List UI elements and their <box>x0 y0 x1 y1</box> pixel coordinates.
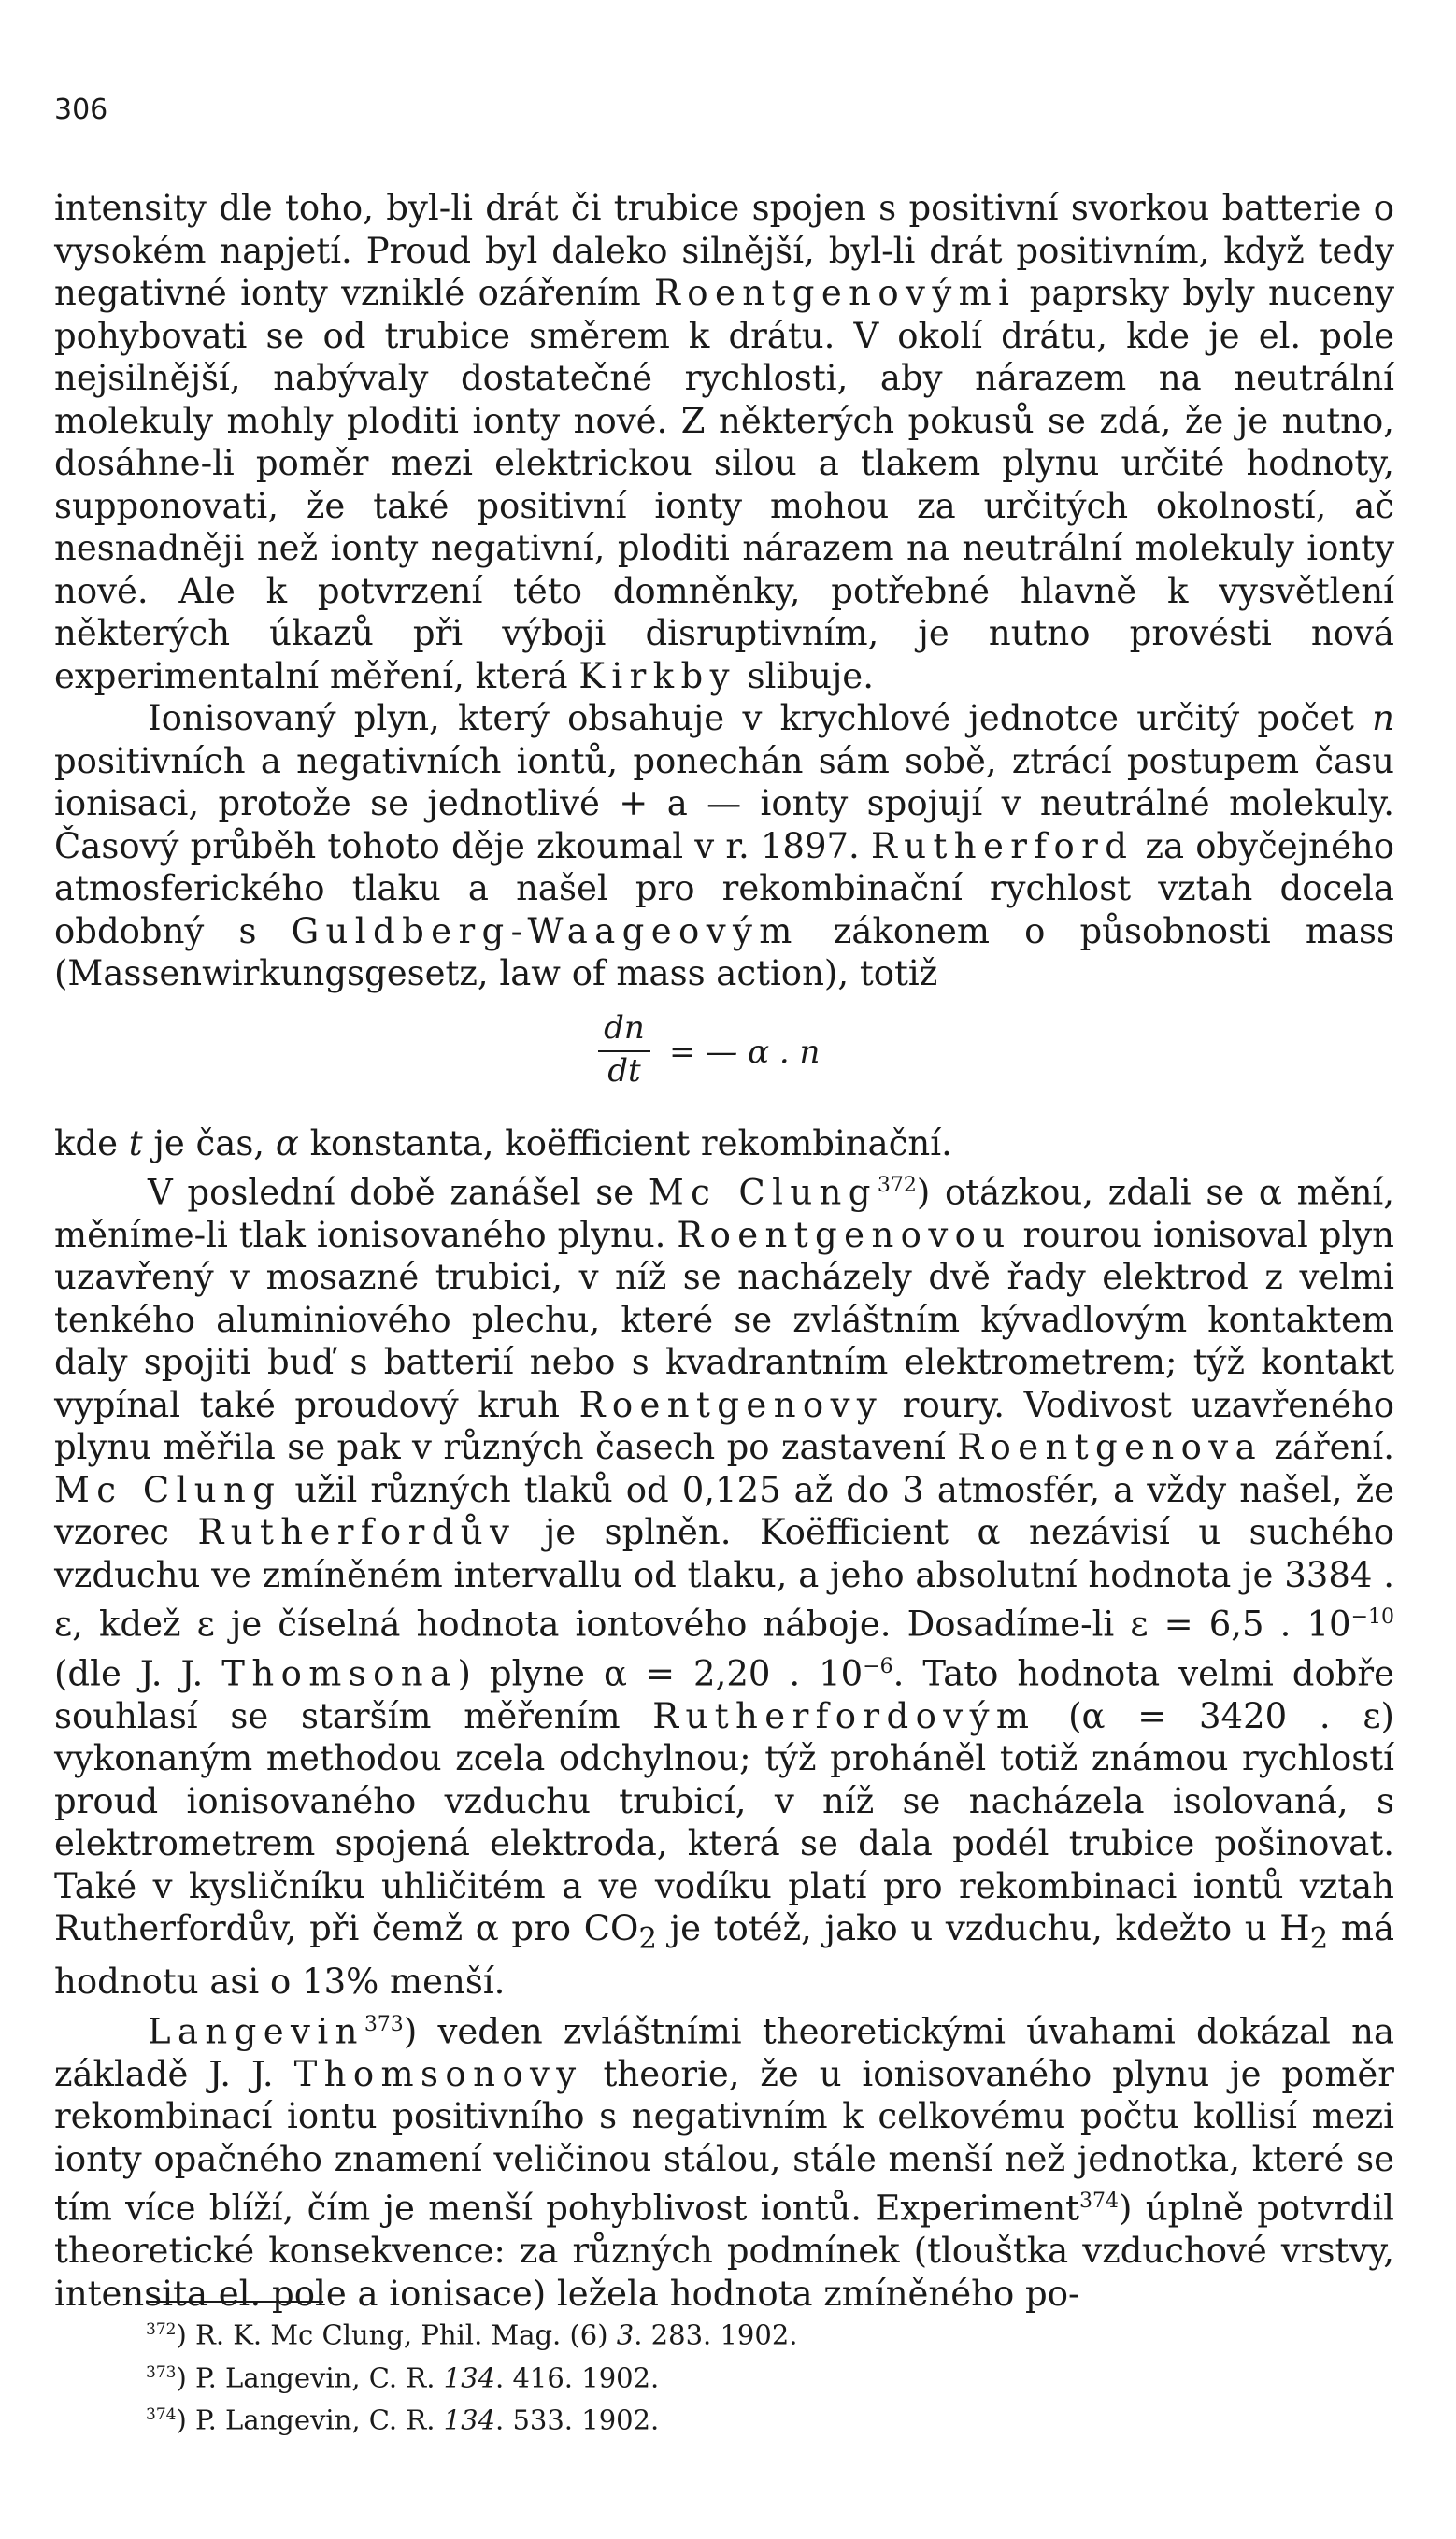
footnote-rule <box>146 2301 323 2303</box>
paragraph-5: Langevin$^{373}$) veden zvláštními theoretickými úvahami dokázal na základě J. J. Thomsonovy theorie, že u ionisovaného plynu je poměr rekombinací iontu positivního s negativním k celkovému počtu kollisí mezi ionty opačného znamení veličinou stálou, stále menší než jednotka, které se tím více blíží, čím je menší pohyblivost iontů. Experiment$^{374}$) úplně potvrdil theoretické konsekvence: za různých podmínek (tlouštka vzduchové vrstvy, intensita el. pole a ionisace) ležela hodnota zmíněného po- <box>54 2011 1394 2314</box>
page-number: 306 <box>54 93 108 126</box>
paragraph-4: V poslední době zanášel se Mc Clung$^{372}$) otázkou, zdali se α mění, měníme-li tlak ionisovaného plynu. Roentgenovou rourou ionisoval plyn uzavřený v mosazné trubici, v níž se nacházely dvě řady elektrod z velmi tenkého aluminiového plechu, které se zvláštním kývadlovým kontaktem daly spojiti buď s batterií nebo s kvadrantním elektrometrem; týž kontakt vypínal také proudový kruh Roentgenovy roury. Vodivost uzavřeného plynu měřila se pak v různých časech po zastavení Roentgenova záření. Mc Clung užil různých tlaků od 0,125 až do 3 atmosfér, a vždy našel, že vzorec Rutherfordův je splněn. Koëfficient α nezávisí u suchého vzduchu ve zmíněném intervallu od tlaku, a jeho absolutní hodnota je 3384 . ε, kdež ε je číselná hodnota iontového náboje. Dosadíme-li ε = 6,5 . $10^{-10}$ (dle J. J. Thomsona) plyne α = 2,20 . $10^{-6}$. Tato hodnota velmi dobře souhlasí se starším měřením Rutherfordovým (α = 3420 . ε) vykonaným methodou zcela odchylnou; týž proháněl totiž známou rychlostí proud ionisovaného vzduchu trubicí, v níž se nacházela isolovaná, s elektrometrem spojená elektroda, která se dala podél trubice pošinovat. Také v kysličníku uhličitém a ve vodíku platí pro rekombinaci iontů vztah Rutherfordův, při čemž α pro $CO_2$ je totéž, jako u vzduchu, kdežto u $H_2$ má hodnotu asi o 13% menší. <box>54 1172 1395 2003</box>
footnotes <box>146 2311 798 2439</box>
paragraph-1: intensity dle toho, byl-li drát či trubice spojen s positivní svorkou batterie o vysokém napjetí. Proud byl daleko silnější, byl-li drát positivním, když tedy negativné ionty vzniklé ozářením Roentgenovými paprsky byly nuceny pohybovati se od trubice směrem k drátu. V okolí drátu, kde je el. pole nejsilnější, nabývaly dostatečné rychlosti, aby nárazem na neutrální molekuly mohly ploditi ionty nové. Z některých pokusů se zdá, že je nutno, dosáhne-li poměr mezi elektrickou silou a tlakem plynu určité hodnoty, supponovati, že také positivní ionty mohou za určitých okolností, ač nesnadněji než ionty negativní, ploditi nárazem na neutrální molekuly ionty nové. Ale k potvrzení této domněnky, potřebné hlavně k vysvětlení některých úkazů při výboji disruptivním, je nutno provésti nová experimentalní měření, která Kirkby slibuje. <box>54 188 1394 696</box>
footnote-372: $^{372}$) R. K. Mc Clung, Phil. Mag. (6) 3. 283. 1902. <box>146 2318 798 2351</box>
equation-rhs: = — α . n <box>669 1034 821 1071</box>
recombination-equation <box>579 1009 878 1093</box>
footnote-373: $^{373}$) P. Langevin, C. R. 134. 416. 1902. <box>146 2361 660 2394</box>
equation-fraction <box>598 1009 650 1093</box>
body-text <box>54 187 1394 2315</box>
paragraph-2: Ionisovaný plyn, který obsahuje v krychlové jednotce určitý počet n positivních a negativních iontů, ponechán sám sobě, ztrácí postupem času ionisaci, protože se jednotlivé + a — ionty spojují v neutrálné molekuly. Časový průběh tohoto děje zkoumal v r. 1897. Rutherford za obyčejného atmosferického tlaku a našel pro rekombinační rychlost vztah docela obdobný s Guldberg-Waageovým zákonem o působnosti mass (Massenwirkungsgesetz, law of mass action), totiž <box>54 698 1394 993</box>
equation-denominator: dt <box>607 1052 641 1090</box>
equation-numerator: dn <box>604 1009 645 1047</box>
paragraph-3: kde t je čas, α konstanta, koëfficient rekombinační. <box>54 1122 952 1163</box>
footnote-374: $^{374}$) P. Langevin, C. R. 134. 533. 1902. <box>146 2403 660 2436</box>
